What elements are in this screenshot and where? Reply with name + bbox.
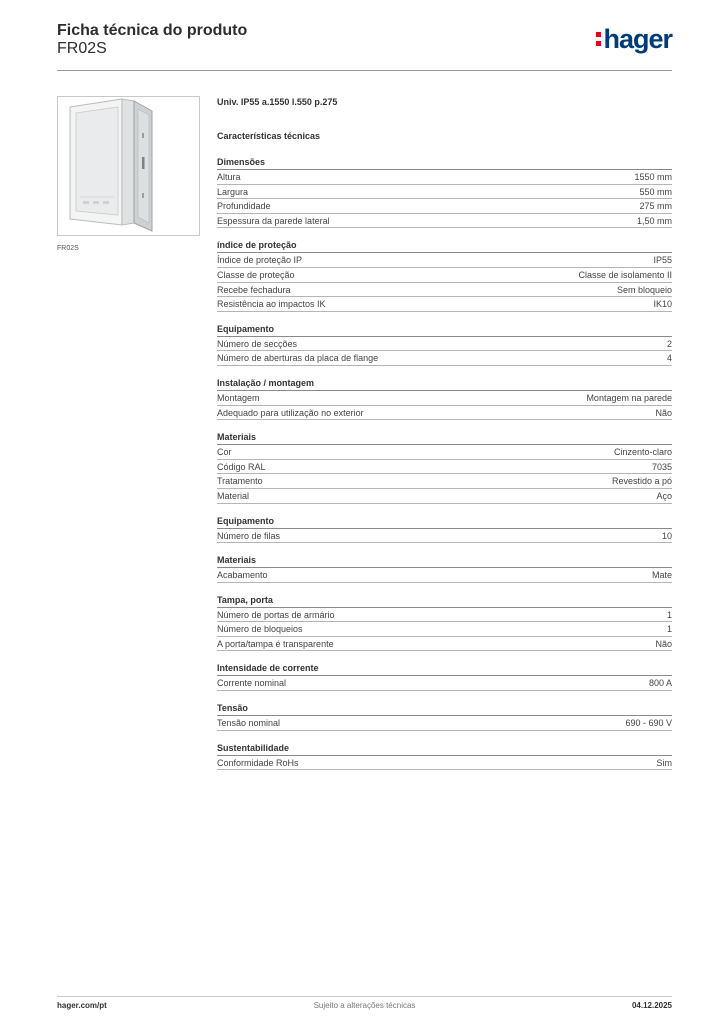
spec-row: [217, 460, 672, 475]
spec-row: [217, 568, 672, 583]
spec-value: 1: [666, 609, 672, 620]
cabinet-illustration: [58, 97, 199, 235]
spec-label: Altura: [217, 172, 241, 182]
spec-value: Sem bloqueio: [616, 284, 672, 295]
page-header: [57, 20, 672, 71]
specifications: [217, 95, 672, 781]
hager-logo: [596, 25, 672, 53]
page-footer: [57, 996, 672, 1011]
spec-label: Número de secções: [217, 338, 298, 349]
footer-website: hager.com/pt: [57, 1001, 107, 1010]
spec-row: [217, 185, 672, 200]
spec-row: [217, 716, 672, 731]
spec-value: 800 A: [648, 678, 672, 689]
spec-section: [217, 554, 672, 583]
spec-value: 690 - 690 V: [625, 718, 672, 729]
spec-label: Recebe fechadura: [217, 284, 291, 295]
spec-row: [217, 489, 672, 504]
spec-value: 1: [666, 624, 672, 635]
spec-value: 275 mm: [639, 201, 672, 212]
spec-value: IK10: [653, 299, 672, 310]
spec-value: 7035: [651, 461, 672, 472]
product-code: FR02S: [57, 40, 107, 57]
spec-row: [217, 622, 672, 637]
spec-row: [217, 756, 672, 771]
spec-value: 550 mm: [639, 186, 672, 197]
document-title: Ficha técnica do produto: [57, 22, 248, 39]
section-title: Tampa, porta: [217, 594, 672, 608]
spec-label: Acabamento: [217, 570, 268, 581]
logo-dots-icon: [596, 30, 601, 48]
product-name: Univ. IP55 a.1550 l.550 p.275: [217, 97, 338, 107]
footer-date: 04.12.2025: [631, 1001, 672, 1010]
spec-row: [217, 297, 672, 312]
spec-row: [217, 406, 672, 421]
section-title: Materiais: [217, 554, 672, 568]
spec-section: [217, 662, 672, 691]
spec-label: Cor: [217, 447, 232, 458]
spec-label: Espessura da parede lateral: [217, 215, 330, 226]
spec-value: Não: [655, 638, 672, 649]
spec-label: Índice de proteção IP: [217, 255, 303, 266]
spec-row: [217, 474, 672, 489]
spec-row: [217, 351, 672, 366]
spec-value: 1550 mm: [634, 172, 672, 182]
footer-notice: Sujeito a alterações técnicas: [313, 1001, 416, 1010]
spec-row: [217, 268, 672, 283]
spec-label: Adequado para utilização no exterior: [217, 407, 364, 418]
spec-value: Mate: [651, 570, 672, 581]
section-title: índice de proteção: [217, 239, 672, 253]
spec-label: Tratamento: [217, 476, 263, 487]
spec-value: 1,50 mm: [636, 215, 672, 226]
spec-section: [217, 239, 672, 311]
spec-section: [217, 594, 672, 652]
spec-row: [217, 337, 672, 352]
spec-label: Resistência ao impactos IK: [217, 299, 326, 310]
spec-section: [217, 377, 672, 420]
spec-label: Número de filas: [217, 530, 281, 541]
spec-row: [217, 391, 672, 406]
spec-label: Montagem: [217, 392, 260, 403]
section-title: Equipamento: [217, 323, 672, 337]
spec-label: Tensão nominal: [217, 718, 281, 729]
spec-value: Revestido a pó: [611, 476, 672, 487]
spec-label: Número de portas de armário: [217, 609, 335, 620]
spec-label: Largura: [217, 186, 249, 197]
spec-label: A porta/tampa é transparente: [217, 638, 334, 649]
spec-label: Corrente nominal: [217, 678, 287, 689]
spec-label: Número de aberturas da placa de flange: [217, 353, 379, 364]
spec-row: [217, 214, 672, 229]
spec-label: Classe de proteção: [217, 269, 295, 280]
spec-section: [217, 742, 672, 771]
spec-label: Número de bloqueios: [217, 624, 303, 635]
spec-label: Profundidade: [217, 201, 271, 212]
spec-row: [217, 637, 672, 652]
spec-row: [217, 170, 672, 185]
spec-label: Material: [217, 490, 250, 501]
spec-section: [217, 323, 672, 366]
spec-row: [217, 445, 672, 460]
spec-section: [217, 156, 672, 228]
spec-value: Aço: [656, 490, 672, 501]
technical-characteristics-heading: Características técnicas: [217, 131, 321, 141]
spec-value: Montagem na parede: [586, 392, 672, 403]
spec-row: [217, 283, 672, 298]
spec-label: Conformidade RoHs: [217, 757, 299, 768]
spec-value: Sim: [656, 757, 672, 768]
spec-value: 2: [666, 338, 672, 349]
product-image: [57, 96, 200, 236]
section-title: Instalação / montagem: [217, 377, 672, 391]
spec-value: 4: [666, 353, 672, 364]
spec-value: Não: [655, 407, 672, 418]
section-title: Intensidade de corrente: [217, 662, 672, 676]
spec-row: [217, 199, 672, 214]
spec-value: Cinzento-claro: [613, 447, 672, 458]
spec-value: IP55: [653, 255, 672, 266]
spec-section: [217, 515, 672, 544]
spec-row: [217, 608, 672, 623]
spec-section: [217, 431, 672, 503]
spec-row: [217, 676, 672, 691]
spec-value: Classe de isolamento II: [578, 269, 672, 280]
section-title: Dimensões: [217, 156, 672, 170]
section-title: Tensão: [217, 702, 672, 716]
logo-text: hager: [603, 24, 672, 54]
spec-label: Código RAL: [217, 461, 266, 472]
product-image-caption: FR02S: [57, 245, 79, 252]
section-title: Equipamento: [217, 515, 672, 529]
section-title: Materiais: [217, 431, 672, 445]
spec-row: [217, 529, 672, 544]
spec-sections: [217, 156, 672, 770]
section-title: Sustentabilidade: [217, 742, 672, 756]
spec-row: [217, 253, 672, 268]
spec-value: 10: [661, 530, 672, 541]
spec-section: [217, 702, 672, 731]
